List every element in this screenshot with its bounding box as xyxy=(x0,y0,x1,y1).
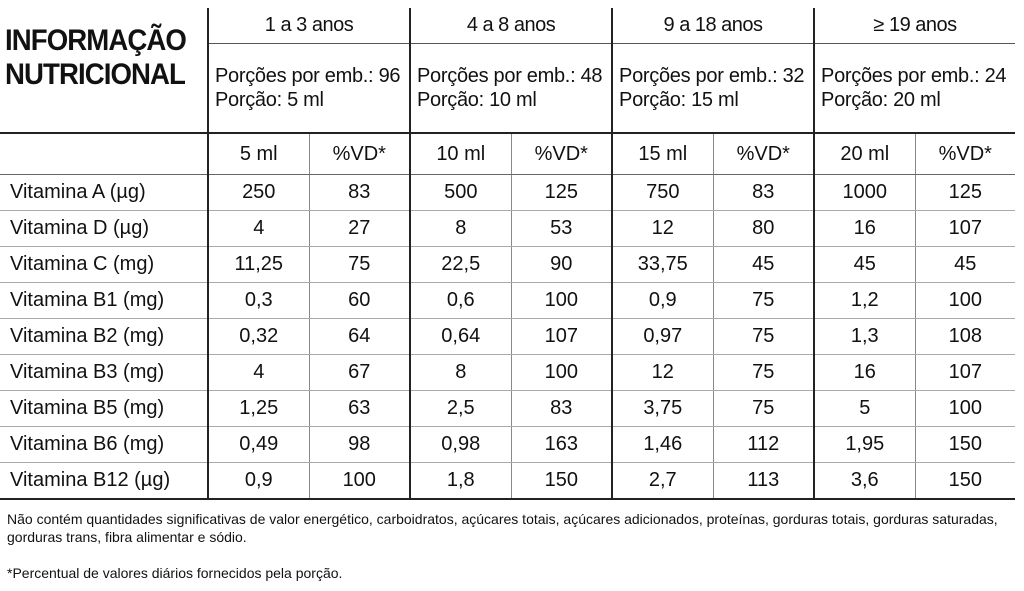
title-line-1: INFORMAÇÃO xyxy=(5,24,186,57)
daily-value-cell: 100 xyxy=(511,355,612,391)
serving-size: Porção: 5 ml xyxy=(215,89,324,111)
servings-per-package: Porções por emb.: 24 xyxy=(821,65,1007,87)
amount-cell: 8 xyxy=(410,211,511,247)
daily-value-cell: 150 xyxy=(915,427,1015,463)
daily-value-cell: 100 xyxy=(309,463,410,500)
amount-cell: 1,3 xyxy=(814,319,915,355)
amount-cell: 12 xyxy=(612,211,713,247)
amount-cell: 0,32 xyxy=(208,319,309,355)
servings-per-package: Porções por emb.: 96 xyxy=(215,65,401,87)
amount-cell: 0,9 xyxy=(208,463,309,500)
daily-value-cell: 75 xyxy=(713,355,814,391)
amount-cell: 0,6 xyxy=(410,283,511,319)
amount-cell: 4 xyxy=(208,211,309,247)
title-cell xyxy=(0,8,208,133)
amount-cell: 250 xyxy=(208,175,309,211)
amount-cell: 33,75 xyxy=(612,247,713,283)
daily-value-cell: 150 xyxy=(511,463,612,500)
amount-cell: 500 xyxy=(410,175,511,211)
amount-cell: 2,5 xyxy=(410,391,511,427)
col-header: %VD* xyxy=(309,133,410,175)
daily-value-cell: 107 xyxy=(511,319,612,355)
amount-cell: 22,5 xyxy=(410,247,511,283)
daily-value-cell: 100 xyxy=(915,391,1015,427)
amount-cell: 0,98 xyxy=(410,427,511,463)
daily-value-cell: 75 xyxy=(713,319,814,355)
amount-cell: 12 xyxy=(612,355,713,391)
col-header: 15 ml xyxy=(612,133,713,175)
nutrient-name: Vitamina B12 (µg) xyxy=(0,463,208,500)
table-row xyxy=(0,175,1015,211)
amount-cell: 0,49 xyxy=(208,427,309,463)
servings-per-package: Porções por emb.: 32 xyxy=(619,65,805,87)
nutrient-name: Vitamina B1 (mg) xyxy=(0,283,208,319)
column-header-row xyxy=(0,133,1015,175)
daily-value-cell: 75 xyxy=(309,247,410,283)
amount-cell: 1,46 xyxy=(612,427,713,463)
nutrient-name: Vitamina B2 (mg) xyxy=(0,319,208,355)
daily-value-cell: 163 xyxy=(511,427,612,463)
nutrient-name: Vitamina C (mg) xyxy=(0,247,208,283)
daily-value-cell: 83 xyxy=(713,175,814,211)
amount-cell: 1,8 xyxy=(410,463,511,500)
footnote: *Percentual de valores diários fornecidos pela porção. xyxy=(7,565,343,581)
daily-value-cell: 75 xyxy=(713,283,814,319)
daily-value-cell: 150 xyxy=(915,463,1015,500)
daily-value-cell: 67 xyxy=(309,355,410,391)
daily-value-cell: 83 xyxy=(309,175,410,211)
nutrient-name: Vitamina B6 (mg) xyxy=(0,427,208,463)
nutrient-name: Vitamina D (µg) xyxy=(0,211,208,247)
table-row xyxy=(0,355,1015,391)
amount-cell: 11,25 xyxy=(208,247,309,283)
amount-cell: 1,95 xyxy=(814,427,915,463)
amount-cell: 45 xyxy=(814,247,915,283)
daily-value-cell: 64 xyxy=(309,319,410,355)
amount-cell: 0,97 xyxy=(612,319,713,355)
age-group-1: 1 a 3 anos xyxy=(208,8,410,44)
daily-value-cell: 113 xyxy=(713,463,814,500)
daily-value-cell: 45 xyxy=(713,247,814,283)
title-line-2: NUTRICIONAL xyxy=(5,58,186,91)
daily-value-cell: 63 xyxy=(309,391,410,427)
nutrient-header xyxy=(0,133,208,175)
daily-value-cell: 107 xyxy=(915,211,1015,247)
daily-value-cell: 60 xyxy=(309,283,410,319)
nutrient-name: Vitamina B3 (mg) xyxy=(0,355,208,391)
servings-per-package: Porções por emb.: 48 xyxy=(417,65,603,87)
daily-value-cell: 100 xyxy=(511,283,612,319)
table-row xyxy=(0,427,1015,463)
amount-cell: 0,9 xyxy=(612,283,713,319)
table-row xyxy=(0,391,1015,427)
daily-value-cell: 45 xyxy=(915,247,1015,283)
nutrient-note: Não contém quantidades significativas de valor energético, carboidratos, açúcares totais, açúcares adicionados, proteínas, gorduras totais, gorduras saturadas, gorduras trans, fibra alimentar e sódio. xyxy=(7,511,998,545)
table-row xyxy=(0,247,1015,283)
daily-value-cell: 83 xyxy=(511,391,612,427)
daily-value-cell: 108 xyxy=(915,319,1015,355)
col-header: %VD* xyxy=(511,133,612,175)
amount-cell: 1000 xyxy=(814,175,915,211)
col-header: 5 ml xyxy=(208,133,309,175)
amount-cell: 16 xyxy=(814,355,915,391)
amount-cell: 16 xyxy=(814,211,915,247)
serving-size: Porção: 15 ml xyxy=(619,89,739,111)
age-group-3: 9 a 18 anos xyxy=(612,8,814,44)
nutrient-name: Vitamina B5 (mg) xyxy=(0,391,208,427)
daily-value-cell: 80 xyxy=(713,211,814,247)
col-header: 20 ml xyxy=(814,133,915,175)
amount-cell: 2,7 xyxy=(612,463,713,500)
serving-info-4 xyxy=(814,44,1015,134)
amount-cell: 4 xyxy=(208,355,309,391)
table-row xyxy=(0,211,1015,247)
daily-value-cell: 27 xyxy=(309,211,410,247)
table-row xyxy=(0,283,1015,319)
serving-info-2 xyxy=(410,44,612,134)
daily-value-cell: 90 xyxy=(511,247,612,283)
amount-cell: 0,64 xyxy=(410,319,511,355)
age-group-2: 4 a 8 anos xyxy=(410,8,612,44)
age-group-4: ≥ 19 anos xyxy=(814,8,1015,44)
daily-value-cell: 100 xyxy=(915,283,1015,319)
daily-value-cell: 98 xyxy=(309,427,410,463)
serving-info-1 xyxy=(208,44,410,134)
amount-cell: 0,3 xyxy=(208,283,309,319)
daily-value-cell: 125 xyxy=(915,175,1015,211)
col-header: %VD* xyxy=(713,133,814,175)
amount-cell: 1,25 xyxy=(208,391,309,427)
serving-size: Porção: 10 ml xyxy=(417,89,537,111)
amount-cell: 5 xyxy=(814,391,915,427)
col-header: %VD* xyxy=(915,133,1015,175)
col-header: 10 ml xyxy=(410,133,511,175)
amount-cell: 1,2 xyxy=(814,283,915,319)
amount-cell: 8 xyxy=(410,355,511,391)
daily-value-cell: 125 xyxy=(511,175,612,211)
table-row xyxy=(0,319,1015,355)
daily-value-cell: 112 xyxy=(713,427,814,463)
amount-cell: 3,6 xyxy=(814,463,915,500)
amount-cell: 3,75 xyxy=(612,391,713,427)
daily-value-cell: 53 xyxy=(511,211,612,247)
daily-value-cell: 107 xyxy=(915,355,1015,391)
table-row xyxy=(0,463,1015,500)
daily-value-cell: 75 xyxy=(713,391,814,427)
serving-info-3 xyxy=(612,44,814,134)
amount-cell: 750 xyxy=(612,175,713,211)
serving-size: Porção: 20 ml xyxy=(821,89,941,111)
nutrient-name: Vitamina A (µg) xyxy=(0,175,208,211)
nutrition-table xyxy=(0,8,1015,500)
